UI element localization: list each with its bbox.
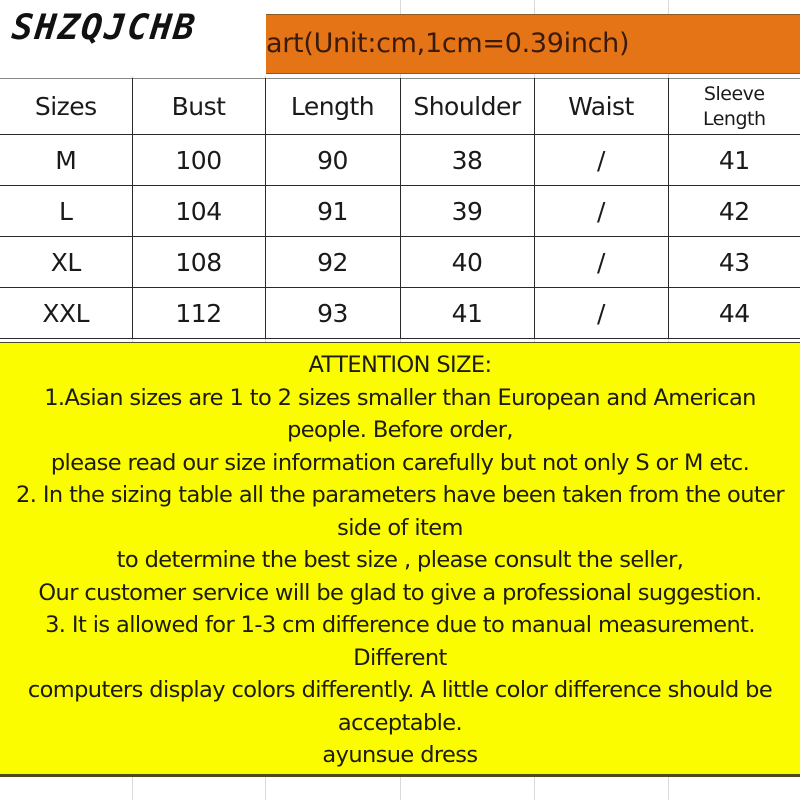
- cell-waist: /: [534, 237, 668, 288]
- notice-line: acceptable.: [337, 709, 463, 736]
- cell-length: 93: [265, 288, 400, 339]
- cell-sleeve-length: 41: [668, 135, 800, 186]
- cell-shoulder: 41: [400, 288, 534, 339]
- brand-logo: [0, 0, 266, 76]
- size-table: [0, 78, 800, 339]
- header-sleeve-line1: Sleeve: [703, 82, 765, 105]
- cell-shoulder: 39: [400, 186, 534, 237]
- notice-line: 2. In the sizing table all the parameters have been taken from the outer: [16, 482, 784, 508]
- table-row: [0, 186, 800, 237]
- cell-size: XL: [0, 237, 132, 288]
- table-row: [0, 135, 800, 186]
- notice-line: side of item: [337, 514, 463, 541]
- notice-brand-line: ayunsue dress: [322, 742, 478, 768]
- cell-bust: 100: [132, 135, 265, 186]
- cell-sleeve-length: 44: [668, 288, 800, 339]
- notice-line: Different: [353, 644, 447, 671]
- header-waist: Waist: [534, 79, 668, 135]
- table-row: [0, 288, 800, 339]
- cell-waist: /: [534, 288, 668, 339]
- header-length: Length: [265, 79, 400, 135]
- cell-length: 91: [265, 186, 400, 237]
- notice-line: to determine the best size , please consult the seller,: [116, 547, 684, 573]
- cell-size: M: [0, 135, 132, 186]
- notice-line: Our customer service will be glad to give a professional suggestion.: [38, 579, 762, 606]
- attention-notice: [0, 342, 800, 777]
- header-bust: Bust: [132, 79, 265, 135]
- notice-line: computers display colors differently. A little color difference should be: [27, 677, 773, 703]
- cell-shoulder: 38: [400, 135, 534, 186]
- cell-bust: 108: [132, 237, 265, 288]
- table-row: [0, 237, 800, 288]
- cell-sleeve-length: 43: [668, 237, 800, 288]
- cell-length: 92: [265, 237, 400, 288]
- cell-shoulder: 40: [400, 237, 534, 288]
- cell-size: XXL: [0, 288, 132, 339]
- header-shoulder: Shoulder: [400, 79, 534, 135]
- header-sleeve-line2: Length: [702, 107, 766, 130]
- cell-sleeve-length: 42: [668, 186, 800, 237]
- notice-line: please read our size information carefully but not only S or M etc.: [50, 449, 750, 476]
- notice-line: people. Before order,: [287, 417, 513, 443]
- cell-length: 90: [265, 135, 400, 186]
- notice-heading: ATTENTION SIZE:: [308, 352, 492, 378]
- size-chart-title-text: art(Unit:cm,1cm=0.39inch): [266, 28, 630, 59]
- header-sleeve-length: [668, 79, 800, 135]
- cell-size: L: [0, 186, 132, 237]
- header-sizes: Sizes: [0, 79, 132, 135]
- cell-bust: 104: [132, 186, 265, 237]
- cell-waist: /: [534, 186, 668, 237]
- notice-line: 3. It is allowed for 1-3 cm difference due to manual measurement.: [45, 612, 755, 638]
- cell-waist: /: [534, 135, 668, 186]
- notice-line: 1.Asian sizes are 1 to 2 sizes smaller than European and American: [44, 384, 756, 411]
- table-header-row: [0, 79, 800, 135]
- brand-logo-text: SHZQJCHB: [9, 8, 199, 48]
- cell-bust: 112: [132, 288, 265, 339]
